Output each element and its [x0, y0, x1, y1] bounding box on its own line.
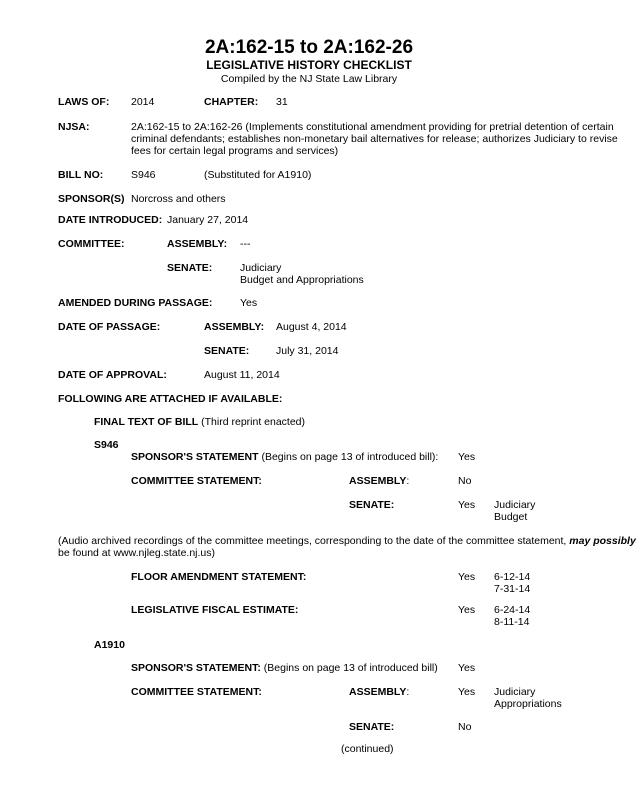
s946-sponsor-statement-row [131, 451, 438, 463]
a1910-assembly-value: Yes [458, 686, 476, 698]
amended-value: Yes [240, 297, 258, 309]
bill-no-label: BILL NO: [58, 169, 104, 181]
a1910-sponsor-statement-value: Yes [458, 662, 476, 674]
amended-label: AMENDED DURING PASSAGE: [58, 297, 213, 309]
a1910-assembly-committee-2: Appropriations [494, 698, 562, 710]
s946-senate-committee-1: Judiciary [494, 499, 536, 511]
a1910-sponsor-statement-row [131, 662, 438, 674]
sponsors-value: Norcross and others [131, 193, 226, 205]
s946-assembly-colon: : [406, 475, 410, 487]
date-introduced-label: DATE INTRODUCED: [58, 214, 163, 226]
final-text-label: FINAL TEXT OF BILL [94, 416, 199, 428]
committee-assembly-label: ASSEMBLY: [167, 238, 228, 250]
floor-amendment-value: Yes [458, 571, 476, 583]
a1910-assembly-row [349, 686, 409, 698]
passage-senate-label: SENATE: [204, 345, 250, 357]
fiscal-estimate-value: Yes [458, 604, 476, 616]
date-of-approval-value: August 11, 2014 [204, 369, 280, 381]
a1910-sponsor-statement-note: (Begins on page 13 of introduced bill) [263, 662, 438, 674]
audio-note-emphasis: may possibly [569, 535, 636, 547]
laws-of-value: 2014 [131, 96, 155, 108]
a1910-label: A1910 [94, 639, 125, 651]
committee-label: COMMITTEE: [58, 238, 125, 250]
fiscal-estimate-date-2: 8-11-14 [494, 616, 530, 628]
committee-senate-value-1: Judiciary [240, 262, 282, 274]
date-introduced-value: January 27, 2014 [167, 214, 249, 226]
audio-note-text: (Audio archived recordings of the committee meetings, corresponding to the date of the committee statement, [58, 535, 570, 547]
floor-amendment-date-1: 6-12-14 [494, 571, 531, 583]
passage-senate-value: July 31, 2014 [276, 345, 339, 357]
s946-senate-label: SENATE: [349, 499, 395, 511]
chapter-label: CHAPTER: [204, 96, 259, 108]
committee-assembly-value: --- [240, 238, 251, 250]
s946-sponsor-statement-note: (Begins on page 13 of introduced bill): [261, 451, 439, 463]
laws-of-label: LAWS OF: [58, 96, 110, 108]
a1910-assembly-label: ASSEMBLY [349, 686, 407, 698]
a1910-senate-label: SENATE: [349, 721, 395, 733]
fiscal-estimate-label: LEGISLATIVE FISCAL ESTIMATE: [131, 604, 299, 616]
a1910-senate-value: No [458, 721, 472, 733]
s946-assembly-label: ASSEMBLY [349, 475, 407, 487]
date-of-passage-label: DATE OF PASSAGE: [58, 321, 161, 333]
njsa-line-1: 2A:162-15 to 2A:162-26 (Implements constitutional amendment providing for pretrial detention of certain [131, 121, 614, 133]
a1910-assembly-committee-1: Judiciary [494, 686, 536, 698]
floor-amendment-label: FLOOR AMENDMENT STATEMENT: [131, 571, 307, 583]
final-text-note: (Third reprint enacted) [201, 416, 306, 428]
continued-note: (continued) [341, 743, 394, 755]
chapter-value: 31 [276, 96, 288, 108]
s946-assembly-row [349, 475, 409, 487]
njsa-label: NJSA: [58, 121, 90, 133]
sponsors-label: SPONSOR(S) [58, 193, 125, 205]
compiled-by: Compiled by the NJ State Law Library [220, 73, 398, 85]
s946-sponsor-statement-value: Yes [458, 451, 476, 463]
page-subtitle: LEGISLATIVE HISTORY CHECKLIST [206, 58, 412, 72]
following-label: FOLLOWING ARE ATTACHED IF AVAILABLE: [58, 393, 283, 405]
s946-committee-statement-label: COMMITTEE STATEMENT: [131, 475, 262, 487]
passage-assembly-value: August 4, 2014 [276, 321, 347, 333]
bill-no-note: (Substituted for A1910) [204, 169, 312, 181]
a1910-sponsor-statement-label: SPONSOR'S STATEMENT: [131, 662, 261, 674]
s946-label: S946 [94, 439, 119, 451]
bill-no-value: S946 [131, 169, 156, 181]
a1910-committee-statement-label: COMMITTEE STATEMENT: [131, 686, 262, 698]
floor-amendment-date-2: 7-31-14 [494, 583, 531, 595]
s946-senate-value: Yes [458, 499, 476, 511]
audio-note-line-2: be found at www.njleg.state.nj.us) [58, 547, 216, 559]
s946-assembly-value: No [458, 475, 472, 487]
date-of-approval-label: DATE OF APPROVAL: [58, 369, 167, 381]
a1910-assembly-colon: : [406, 686, 410, 698]
fiscal-estimate-date-1: 6-24-14 [494, 604, 531, 616]
final-text-row [94, 416, 305, 428]
s946-sponsor-statement-label: SPONSOR'S STATEMENT [131, 451, 259, 463]
njsa-line-3: fees for certain legal programs and services) [131, 145, 339, 157]
audio-note-line-1 [58, 535, 636, 547]
page-title: 2A:162-15 to 2A:162-26 [204, 37, 414, 58]
committee-senate-value-2: Budget and Appropriations [240, 274, 364, 286]
committee-senate-label: SENATE: [167, 262, 213, 274]
s946-senate-committee-2: Budget [494, 511, 528, 523]
njsa-line-2: criminal defendants; establishes non-monetary bail alternatives for release; authorizes Judiciary to revise [131, 133, 618, 145]
passage-assembly-label: ASSEMBLY: [204, 321, 265, 333]
